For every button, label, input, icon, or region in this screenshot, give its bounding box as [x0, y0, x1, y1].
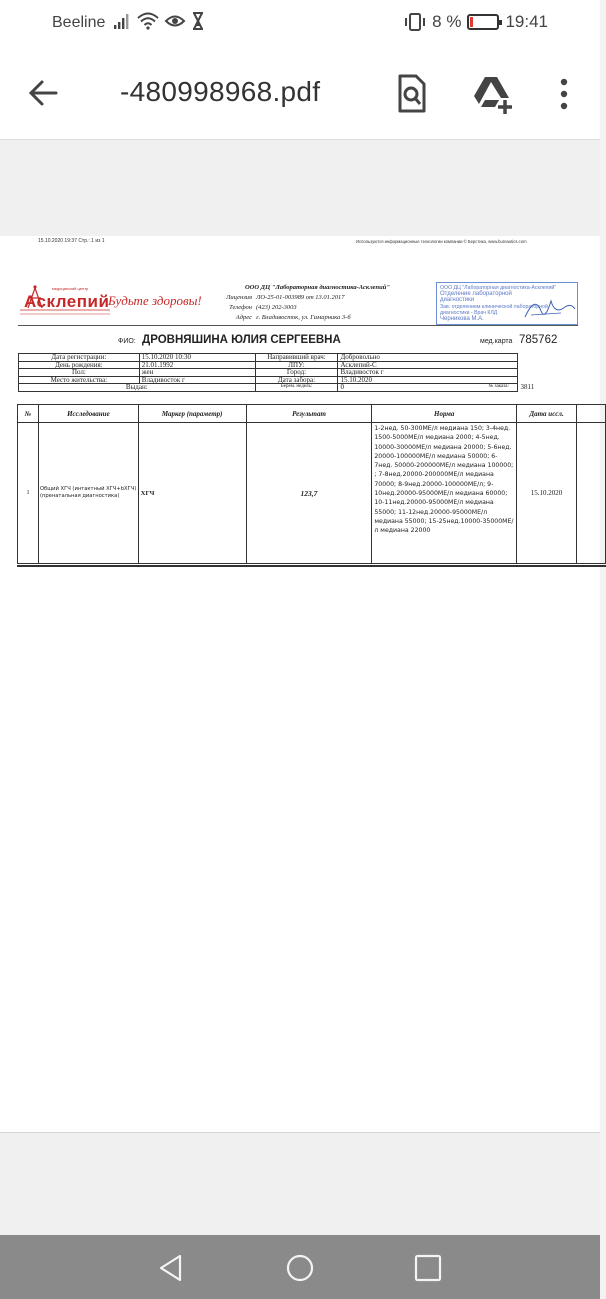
- order-label: № заказа:: [488, 384, 509, 389]
- sample-date-label: Дата забора:: [255, 376, 338, 384]
- status-bar: [0, 0, 600, 48]
- results-table: [17, 404, 606, 564]
- carrier-name: Beeline: [52, 14, 106, 31]
- reg-date-value: 15.10.2020 10:30: [139, 354, 255, 362]
- lpu-label: ЛПУ:: [255, 361, 338, 369]
- reference-range-text: 1-2нед. 50-300МЕ/л медиана 150; 3-4нед. 1500-5000МЕ/л медиана 2000; 4-5нед. 10000-30000МЕ/л медиана 20000; 5-6нед. 20000-100000МЕ/л медиана 50000; 6-7нед. 50000-200000МЕ/л медиана 100000; ; 7-8нед.20000-200000МЕ/л медиана 70000; 8-9нед.20000-100000МЕ/л; 9-10нед.20000-95000МЕ/л медиана 60000; 10-11нед.20000-95000МЕ/л медиана 55000; 11-12нед.20000-95000МЕ/л медиана 55000; 15-25нед.10000-35000МЕ/л медиана 22000: [374, 425, 514, 535]
- col-study-header: Исследование: [38, 405, 138, 423]
- patient-name: ДРОВНЯШИНА ЮЛИЯ СЕРГЕЕВНА: [142, 334, 341, 346]
- hourglass-icon: [191, 12, 205, 30]
- stamp-line-1: ООО ДЦ "Лабораторная диагностика-Асклепий": [440, 285, 557, 291]
- more-options-button[interactable]: [552, 74, 576, 114]
- study-date: 15.10.2020: [517, 423, 577, 564]
- more-vert-icon: [552, 74, 576, 114]
- birth-date-label: День рождения:: [19, 361, 140, 369]
- signal-icon: [113, 12, 131, 30]
- app-bar: [0, 48, 600, 140]
- doctor-label: Направивший врач:: [255, 354, 338, 362]
- org-name: ООО ДЦ "Лабораторная диагностика-Асклепий": [244, 284, 390, 291]
- issued-label: Выдан:: [19, 384, 256, 392]
- document-title: -480998968.pdf: [120, 76, 321, 107]
- wifi-icon: [137, 12, 159, 30]
- vibrate-icon: [404, 12, 426, 32]
- study-name: Общий ХГЧ (интактный ХГЧ+bХГЧ) (пренатальная диагностика): [38, 423, 138, 564]
- back-button[interactable]: [26, 76, 66, 112]
- med-card-number: 785762: [519, 334, 558, 346]
- document-search-icon: [394, 74, 430, 114]
- license-value: ЛО-25-01-003989 от 13.01.2017: [256, 294, 345, 301]
- sample-date-value: 15.10.2020: [338, 376, 518, 384]
- document-viewer[interactable]: [0, 140, 600, 1235]
- license-label: Лицензия: [226, 294, 252, 301]
- result-value: 123,7: [246, 423, 372, 564]
- clinic-logo: [18, 284, 213, 324]
- pregnancy-weeks-number: 0: [340, 383, 344, 391]
- nav-back-button[interactable]: [156, 1253, 186, 1283]
- table-bottom-rule: [17, 565, 606, 567]
- city-value: Владивосток г: [338, 369, 518, 377]
- row-empty-cell: [577, 423, 606, 564]
- phone-value: (423) 202-3003: [256, 304, 297, 311]
- drive-add-icon: [472, 74, 514, 114]
- logo-brand: Асклепий: [24, 292, 110, 311]
- stamp-line-2: Отделение лабораторной: [440, 291, 512, 298]
- reg-date-label: Дата регистрации:: [19, 354, 140, 362]
- col-date-header: Дата иссл.: [517, 405, 577, 423]
- stamp-line-5: диагностики - Врач КЛД: [440, 309, 498, 316]
- stamp-line-3: диагностики: [440, 297, 475, 304]
- stamp-line-4: Зав. отделением клинической лабораторной: [440, 303, 548, 310]
- logo-top-text: медицинский центр: [52, 286, 89, 291]
- header-divider: [18, 325, 578, 326]
- fio-label: ФИО:: [118, 338, 136, 345]
- pdf-page: [0, 236, 600, 1133]
- nav-recents-button[interactable]: [413, 1253, 443, 1283]
- table-row: [18, 423, 606, 564]
- residence-label: Место жительства:: [19, 376, 140, 384]
- order-number: 3811: [520, 383, 535, 391]
- find-in-document-button[interactable]: [394, 74, 434, 114]
- battery-percent: 8 %: [432, 12, 462, 31]
- save-to-drive-button[interactable]: [472, 74, 512, 114]
- doctor-value: Добровольно: [338, 354, 518, 362]
- system-navigation-bar: [0, 1235, 600, 1299]
- nav-home-button[interactable]: [285, 1253, 315, 1283]
- eye-icon: [165, 12, 185, 30]
- results-header-row: [18, 405, 606, 423]
- home-circle-icon: [285, 1253, 315, 1283]
- col-result-header: Результат: [246, 405, 372, 423]
- back-triangle-icon: [156, 1253, 186, 1283]
- row-number: 1: [18, 423, 39, 564]
- col-norm-header: Норма: [372, 405, 517, 423]
- status-icons-right: [404, 12, 548, 32]
- sex-label: Пол:: [19, 369, 140, 377]
- col-empty-header: [577, 405, 606, 423]
- battery-icon: [467, 14, 499, 30]
- print-header-right: Используются информационные технологии компании © Берстика, www.bureautics.com: [356, 239, 527, 244]
- col-marker-header: Маркер (параметр): [138, 405, 246, 423]
- recents-square-icon: [413, 1253, 443, 1283]
- phone-label: Телефон: [229, 304, 252, 311]
- birth-date-value: 21.01.1992: [139, 361, 255, 369]
- organization-details: [212, 283, 422, 323]
- pregnancy-weeks-label: Берем. недель:: [255, 384, 338, 392]
- sex-value: жен: [139, 369, 255, 377]
- address-value: г. Владивосток, ул. Гамарника 3-б: [256, 314, 351, 321]
- col-number-header: №: [18, 405, 39, 423]
- signature: [521, 293, 577, 323]
- lpu-value: Асклепий-С: [338, 361, 518, 369]
- clock: 19:41: [505, 12, 548, 31]
- city-label: Город:: [255, 369, 338, 377]
- residence-value: Владивосток г: [139, 376, 255, 384]
- stamp-line-6: Черникова М.А.: [440, 316, 484, 323]
- marker-name: ХГЧ: [138, 423, 246, 564]
- med-card-label: мед.карта: [480, 338, 513, 345]
- lab-stamp: [436, 282, 578, 325]
- back-arrow-icon: [26, 76, 60, 110]
- reference-range: [372, 423, 517, 564]
- print-header-left: 15.10.2020 19:37 Стр.: 1 из 1: [38, 238, 105, 244]
- patient-info-table: [18, 353, 535, 392]
- logo-slogan: Будьте здоровы!: [108, 293, 202, 308]
- address-label: Адрес: [235, 314, 252, 321]
- pregnancy-weeks-value: [338, 383, 535, 392]
- status-icons-left: [113, 12, 205, 30]
